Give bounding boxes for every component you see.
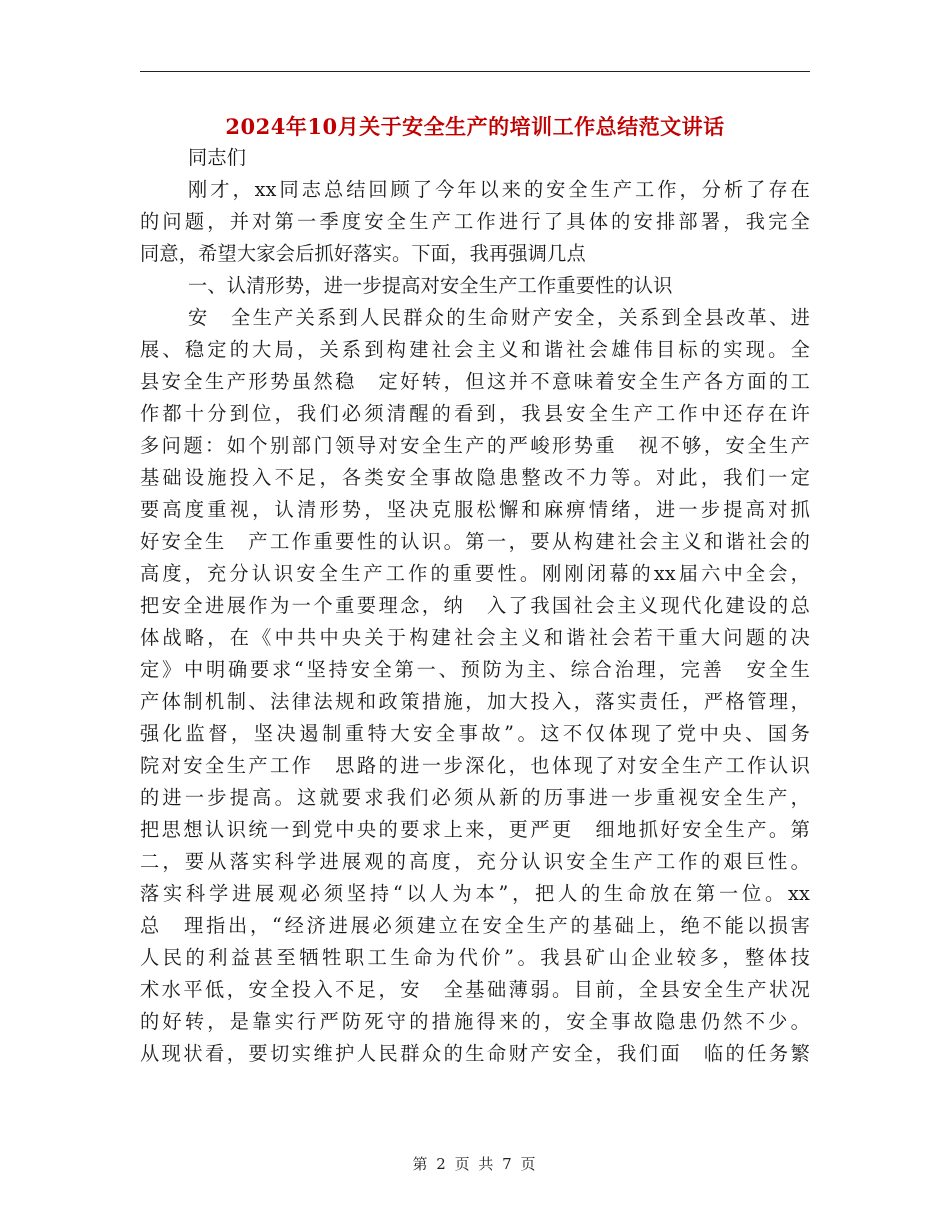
text-line: 安 全生产关系到人民群众的生命财产安全，关系到全县改革、进 [188, 306, 810, 329]
text-line: 把思想认识统一到党中央的要求上来，更严更 细地抓好安全生产。第 [140, 818, 810, 841]
text-line: 的好转，是靠实行严防死守的措施得来的，安全事故隐患仍然不少。 [140, 1010, 810, 1033]
text-line: 从现状看，要切实维护人民群众的生命财产安全，我们面 临的任务繁 [140, 1042, 810, 1065]
text-line: 总 理指出，“经济进展必须建立在安全生产的基础上，绝不能以损害 [140, 914, 810, 937]
header-rule [140, 71, 810, 72]
text-line: 体战略，在《中共中央关于构建社会主义和谐社会若干重大问题的决 [140, 626, 810, 649]
document-body [140, 142, 810, 1070]
text-line: 定》中明确要求“坚持安全第一、预防为主、综合治理，完善 安全生 [140, 658, 810, 681]
text-line: 落实科学进展观必须坚持“以人为本”，把人的生命放在第一位。xx [140, 882, 810, 905]
text-line: 强化监督，坚决遏制重特大安全事故”。这不仅体现了党中央、国务 [140, 722, 810, 745]
text-line: 术水平低，安全投入不足，安 全基础薄弱。目前，全县安全生产状况 [140, 978, 810, 1001]
text-line: 一、认清形势，进一步提高对安全生产工作重要性的认识 [188, 274, 673, 297]
text-line: 作都十分到位，我们必须清醒的看到，我县安全生产工作中还存在许 [140, 402, 810, 425]
text-line: 好安全生 产工作重要性的认识。第一，要从构建社会主义和谐社会的 [140, 530, 810, 553]
text-line: 二，要从落实科学进展观的高度，充分认识安全生产工作的艰巨性。 [140, 850, 810, 873]
page-number: 第 2 页 共 7 页 [412, 1155, 538, 1173]
text-line: 高度，充分认识安全生产工作的重要性。刚刚闭幕的xx届六中全会， [140, 562, 810, 585]
text-line: 产体制机制、法律法规和政策措施，加大投入，落实责任，严格管理， [140, 690, 810, 713]
text-line: 同志们 [188, 146, 247, 169]
text-line: 刚才，xx同志总结回顾了今年以来的安全生产工作，分析了存在 [188, 178, 810, 201]
text-line: 同意，希望大家会后抓好落实。下面，我再强调几点 [140, 242, 586, 265]
text-line: 展、稳定的大局，关系到构建社会主义和谐社会雄伟目标的实现。全 [140, 338, 810, 361]
text-line: 人民的利益甚至牺牲职工生命为代价”。我县矿山企业较多，整体技 [140, 946, 810, 969]
text-line: 的进一步提高。这就要求我们必须从新的历事进一步重视安全生产， [140, 786, 810, 809]
document-title: 2024年10月关于安全生产的培训工作总结范文讲话 [225, 114, 725, 139]
text-line: 县安全生产形势虽然稳 定好转，但这并不意味着安全生产各方面的工 [140, 370, 810, 393]
text-line: 把安全进展作为一个重要理念，纳 入了我国社会主义现代化建设的总 [140, 594, 810, 617]
text-line: 要高度重视，认清形势，坚决克服松懈和麻痹情绪，进一步提高对抓 [140, 498, 810, 521]
text-line: 院对安全生产工作 思路的进一步深化，也体现了对安全生产工作认识 [140, 754, 810, 777]
text-line: 的问题，并对第一季度安全生产工作进行了具体的安排部署，我完全 [140, 210, 810, 233]
text-line: 多问题：如个别部门领导对安全生产的严峻形势重 视不够，安全生产 [140, 434, 810, 457]
text-line: 基础设施投入不足，各类安全事故隐患整改不力等。对此，我们一定 [140, 466, 810, 489]
